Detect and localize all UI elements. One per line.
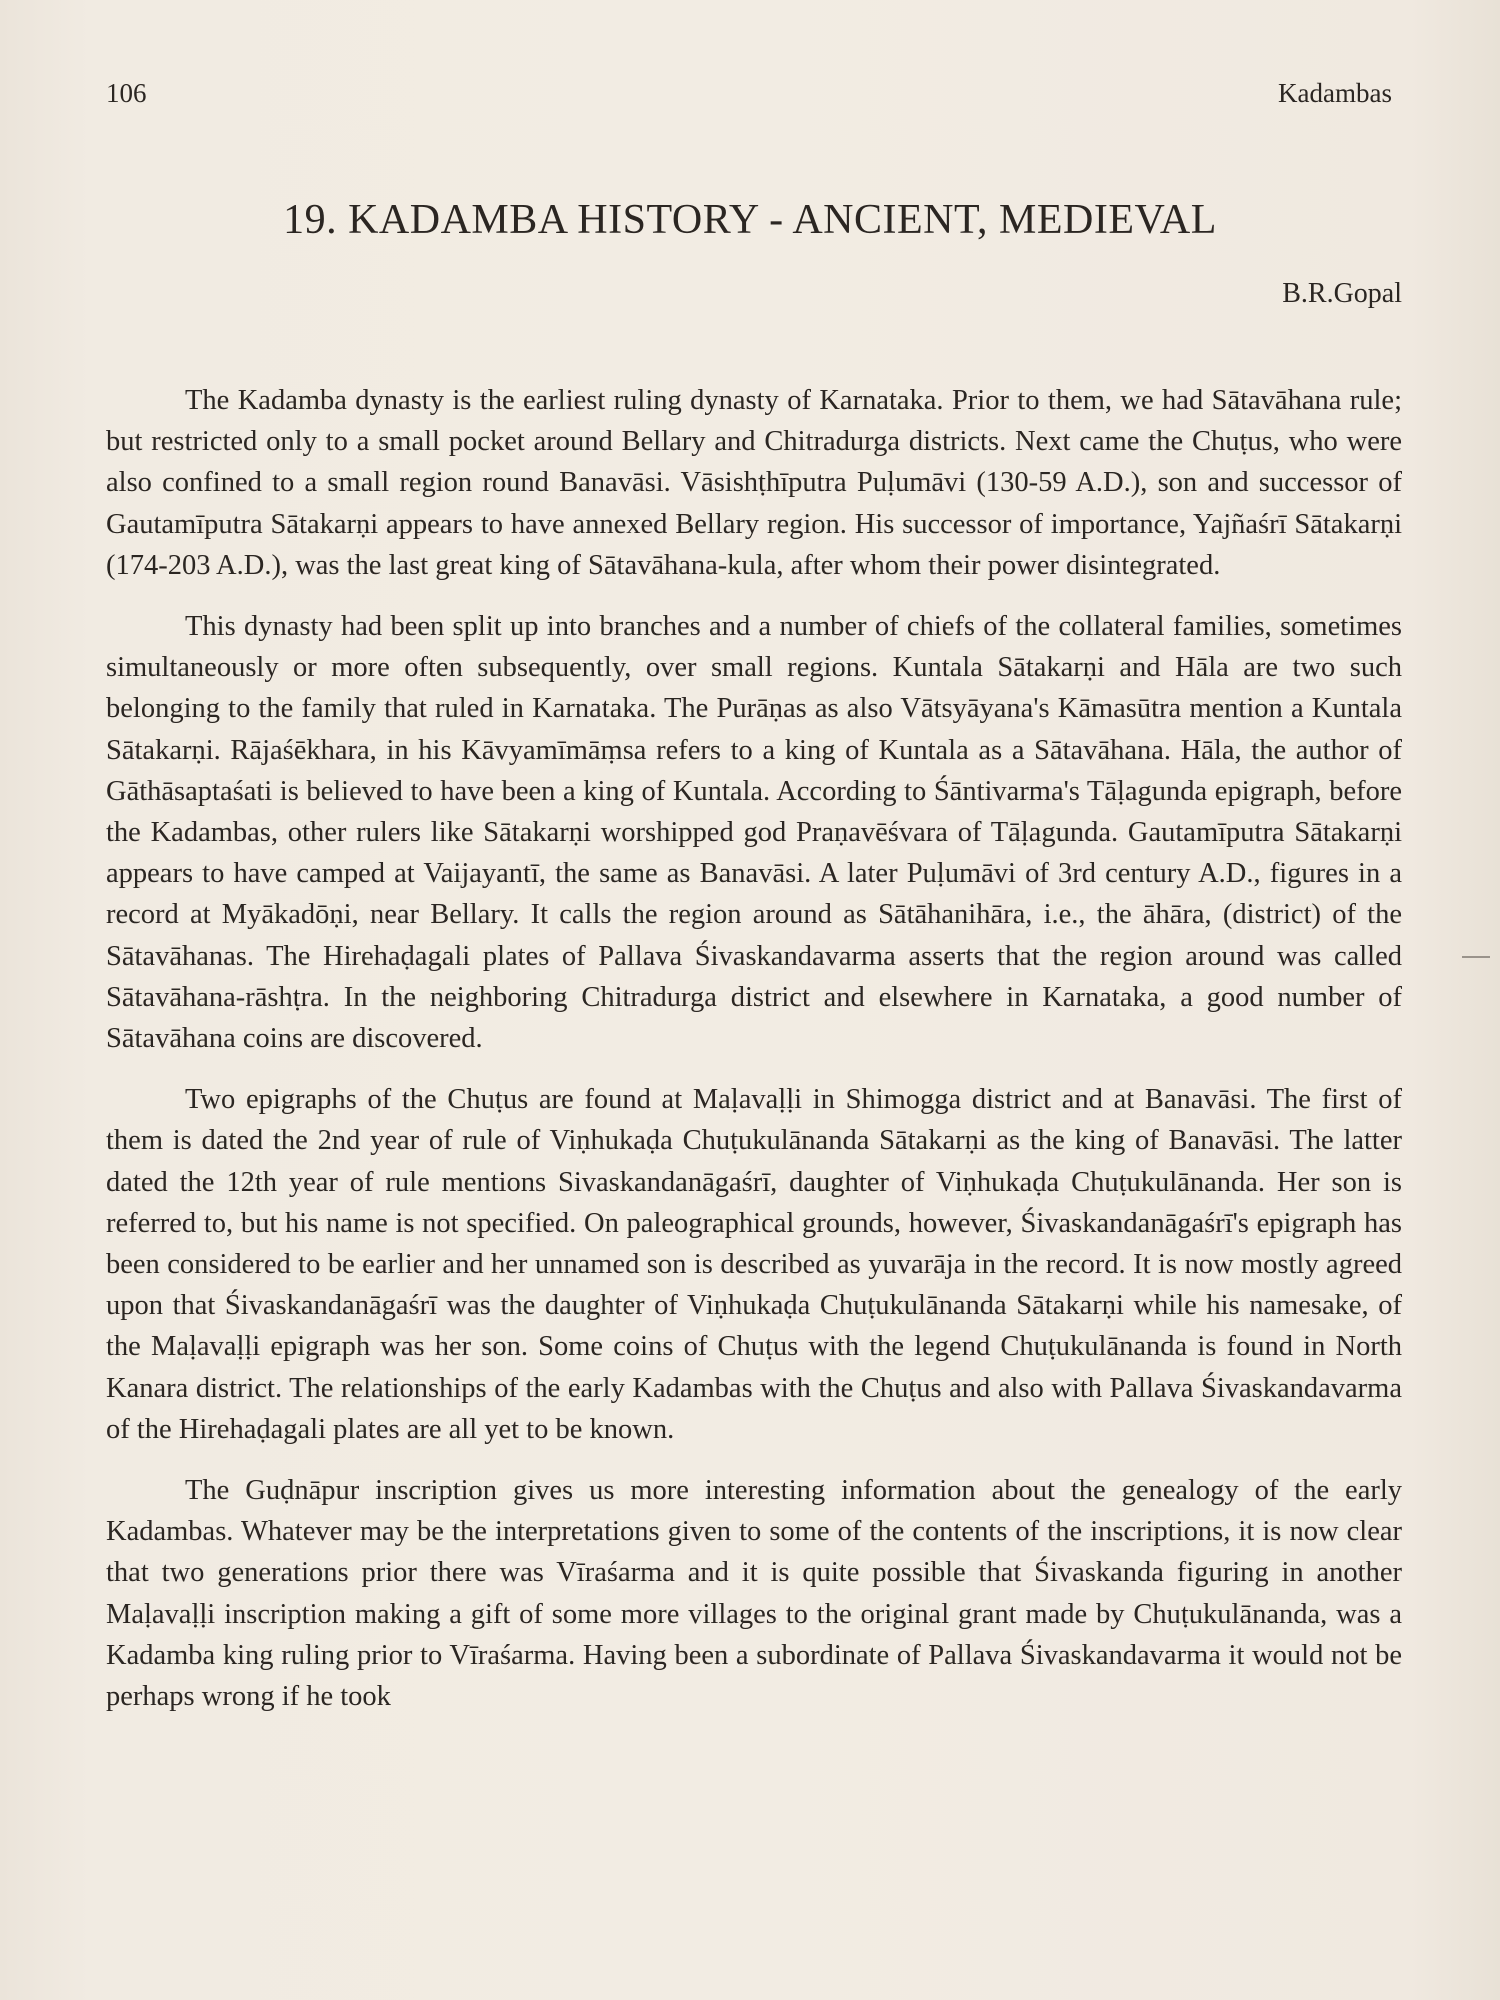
- paragraph: The Kadamba dynasty is the earliest ruling dynasty of Karnataka. Prior to them, we had Sātavāhana rule; but restricted only to a small pocket around Bellary and Chitradurga districts. Next came the Chuṭus, who were also confined to a small region round Banavāsi. Vāsishṭhīputra Puḷumāvi (130-59 A.D.), son and successor of Gautamīputra Sātakarṇi appears to have annexed Bellary region. His successor of importance, Yajñaśrī Sātakarṇi (174-203 A.D.), was the last great king of Sātavāhana-kula, after whom their power disintegrated.: [106, 385, 1402, 581]
- paragraph: Two epigraphs of the Chuṭus are found at Maḷavaḷḷi in Shimogga district and at Banavāsi. The first of them is dated the 2nd year of rule of Viṇhukaḍa Chuṭukulānanda Sātakarṇi as the king of Banavāsi. The latter dated the 12th year of rule mentions Sivaskandanāgaśrī, daughter of Viṇhukaḍa Chuṭukulānanda. Her son is referred to, but his name is not specified. On paleographical grounds, however, Śivaskandanāgaśrī's epigraph has been considered to be earlier and her unnamed son is described as yuvarāja in the record. It is now mostly agreed upon that Śivaskandanāgaśrī was the daughter of Viṇhukaḍa Chuṭukulānanda Sātakarṇi while his namesake, of the Maḷavaḷḷi epigraph was her son. Some coins of Chuṭus with the legend Chuṭukulānanda is found in North Kanara district. The relationships of the early Kadambas with the Chuṭus and also with Pallava Śivaskandavarma of the Hirehaḍagali plates are all yet to be known.: [106, 1084, 1402, 1445]
- running-head: [106, 78, 1392, 118]
- article-body: [106, 380, 1402, 1717]
- running-title: Kadambas: [1278, 78, 1392, 108]
- paragraph: This dynasty had been split up into branches and a number of chiefs of the collateral families, sometimes simultaneously or more often subsequently, over small regions. Kuntala Sātakarṇi and Hāla are two such belonging to the family that ruled in Karnataka. The Purāṇas as also Vātsyāyana's Kāmasūtra mention a Kuntala Sātakarṇi. Rājaśēkhara, in his Kāvyamīmāṃsa refers to a king of Kuntala as a Sātavāhana. Hāla, the author of Gāthāsaptaśati is believed to have been a king of Kuntala. According to Śāntivarma's Tāḷagunda epigraph, before the Kadambas, other rulers like Sātakarṇi worshipped god Praṇavēśvara of Tāḷagunda. Gautamīputra Sātakarṇi appears to have camped at Vaijayantī, the same as Banavāsi. A later Puḷumāvi of 3rd century A.D., figures in a record at Myākadōṇi, near Bellary. It calls the region around as Sātāhanihāra, i.e., the āhāra, (district) of the Sātavāhanas. The Hirehaḍagali plates of Pallava Śivaskandavarma asserts that the region around was called Sātavāhana-rāshṭra. In the neighboring Chitradurga district and elsewhere in Karnataka, a good number of Sātavāhana coins are discovered.: [106, 611, 1402, 1055]
- margin-mark: [1462, 956, 1490, 958]
- chapter-title: 19. KADAMBA HISTORY - ANCIENT, MEDIEVAL: [283, 197, 1217, 243]
- page-number: 106: [106, 78, 147, 108]
- author-name: B.R.Gopal: [1282, 278, 1402, 309]
- paragraph: The Guḍnāpur inscription gives us more interesting information about the genealogy of the early Kadambas. Whatever may be the interpretations given to some of the contents of the inscriptions, it is now clear that two generations prior there was Vīraśarma and it is quite possible that Śivaskanda figuring in another Maḷavaḷḷi inscription making a gift of some more villages to the original grant made by Chuṭukulānanda, was a Kadamba king ruling prior to Vīraśarma. Having been a subordinate of Pallava Śivaskandavarma it would not be perhaps wrong if he took: [106, 1475, 1402, 1713]
